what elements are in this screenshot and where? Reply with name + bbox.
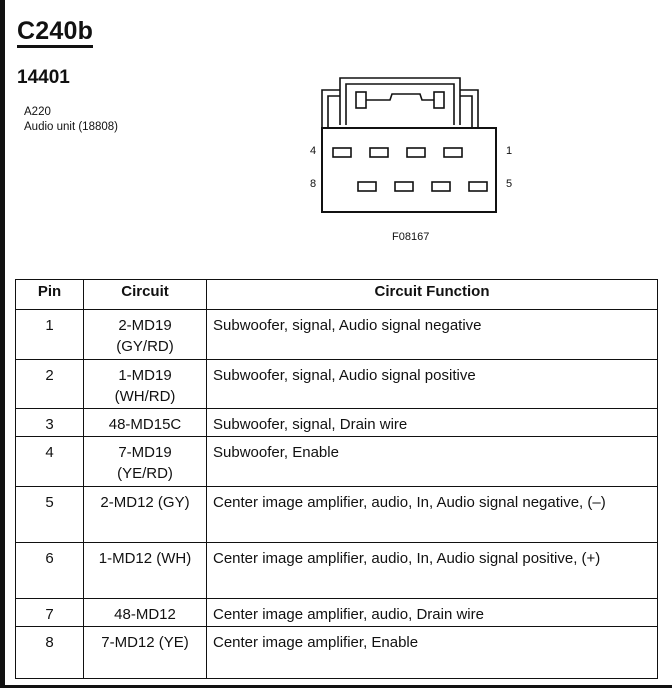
circuit-code: 7-MD19 [118,444,172,461]
pin-cell: 3 [16,409,84,437]
header-circuit: Circuit [84,280,207,310]
part-number: 14401 [17,67,70,88]
function-cell: Center image amplifier, audio, In, Audio signal positive, (+) [207,543,658,599]
circuit-code: 48-MD12 [114,606,176,623]
circuit-cell [84,487,207,543]
circuit-code: 7-MD12 (YE) [101,634,189,651]
pin-cell: 8 [16,627,84,679]
circuit-color: (WH/RD) [114,388,176,405]
function-cell: Subwoofer, Enable [207,437,658,487]
pin-cavity-8 [358,182,376,191]
function-cell: Center image amplifier, Enable [207,627,658,679]
table-row [16,360,658,409]
pin-label-4: 4 [310,145,317,157]
function-cell: Subwoofer, signal, Audio signal negative [207,310,658,360]
location-code: A220 [24,106,51,118]
pin-cavity-4 [333,148,351,157]
function-cell: Center image amplifier, audio, Drain wire [207,599,658,627]
table-row [16,409,658,437]
pin-cavity-7 [395,182,413,191]
table-row [16,543,658,599]
circuit-cell [84,310,207,360]
circuit-cell [84,360,207,409]
pin-cavity-3 [370,148,388,157]
pin-cavity-5 [469,182,487,191]
circuit-code: 2-MD12 (GY) [100,494,190,511]
function-cell: Subwoofer, signal, Audio signal positive [207,360,658,409]
pin-label-1: 1 [506,145,513,157]
connector-face-drawing [300,70,520,245]
pin-cell: 6 [16,543,84,599]
pin-cell: 2 [16,360,84,409]
pinout-table [15,279,658,679]
connector-diagram [300,70,520,245]
figure-id: F08167 [392,231,430,243]
circuit-color: (GY/RD) [116,338,174,355]
circuit-code: 1-MD19 [118,367,172,384]
pin-cell: 1 [16,310,84,360]
pin-cell: 5 [16,487,84,543]
circuit-cell [84,409,207,437]
function-cell: Center image amplifier, audio, In, Audio signal negative, (–) [207,487,658,543]
table-header-row [16,280,658,310]
header-pin: Pin [16,280,84,310]
function-cell: Subwoofer, signal, Drain wire [207,409,658,437]
circuit-cell [84,543,207,599]
component-name: Audio unit (18808) [24,121,118,133]
circuit-color: (YE/RD) [117,465,173,482]
circuit-code: 48-MD15C [108,416,182,433]
pin-cavity-2 [407,148,425,157]
table-row [16,487,658,543]
pin-cell: 7 [16,599,84,627]
table-row [16,437,658,487]
circuit-cell [84,599,207,627]
circuit-cell [84,437,207,487]
pin-cavity-1 [444,148,462,157]
circuit-code: 1-MD12 (WH) [98,550,192,567]
table-row [16,310,658,360]
pin-label-5: 5 [506,178,513,190]
circuit-cell [84,627,207,679]
connector-title: C240b [17,18,93,48]
header-circuit-function: Circuit Function [207,280,658,310]
pin-label-8: 8 [310,178,317,190]
table-row [16,599,658,627]
pin-cell: 4 [16,437,84,487]
pin-cavity-6 [432,182,450,191]
circuit-code: 2-MD19 [118,317,172,334]
page-left-border [0,0,5,688]
table-row [16,627,658,679]
